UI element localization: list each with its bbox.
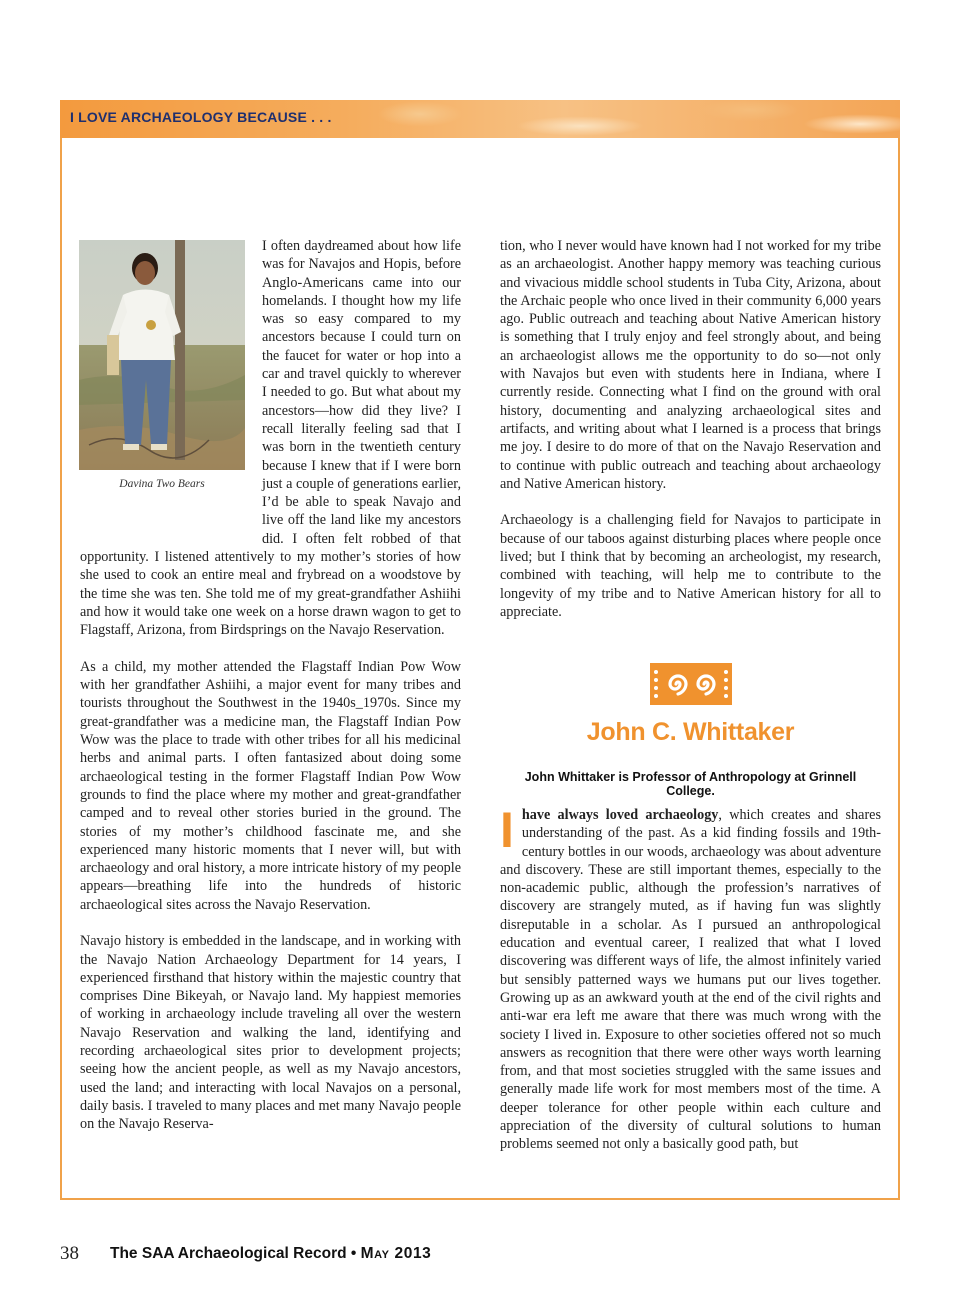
whittaker-body: , which creates and shares understanding of the past. As a kid finding fossils and 19th-century bottles in our woods, archaeology was about adventure and discovery. These are still important themes, especially to the non-academic public, although the profession’s narratives of discovery are strangely muted, as if having fun was slightly disreputable in a scholar. As I pursued an anthropological education and eventual career, I realized that what I loved discovering was different ways of life, the almost infinitely varied but sensibly patterned ways we humans put our lives together. Growing up as an awkward youth at the end of the civil rights and anti-war era left me aware that there was much wrong with the society I lived in. Exposure to other societies offered not so much answers as recognition that there were other ways worth learning from, and that most societies struggled with the same issues and generally made life work for most members most of the time. A deeper tolerance for other people within each culture and appreciation of the diversity of cultural solutions to human problems seemed not only a basically good path, but — [500, 807, 881, 1153]
author-bio: John Whittaker is Professor of Anthropology at Grinnell College. — [524, 770, 857, 798]
left-column — [80, 237, 461, 1152]
publication-name: The SAA Archaeological Record • — [110, 1245, 357, 1262]
section-title: I LOVE ARCHAEOLOGY BECAUSE . . . — [70, 109, 332, 125]
issue-date: May 2013 — [360, 1245, 432, 1262]
page-number: 38 — [60, 1243, 79, 1264]
left-paragraph-1: I often daydreamed about how life was for Navajos and Hopis, before Anglo-Americans came into our homelands. I thought how my life was so easy compared to my ancestors because I could turn on the faucet for water or hop into a car and travel quickly to wherever I needed to go. But what about my ancestors—how did they live? I recall literally feeling sad that I was born in the twentieth century because I knew that if I were born just a couple of generations earlier, I’d be able to speak Navajo and live off the land like my ancestors did. I often felt robbed of that opportunity. I listened attentively to my mother’s stories of how she used to cook an entire meal and frybread on a woodstove by the time she was ten. She told me of my great-grandfather Ashiihi and how it would take one week on a horse drawn wagon to get to Flagstaff, Arizona, from Birdsprings on the Navajo Reservation. — [80, 238, 461, 639]
section-banner — [60, 100, 900, 138]
publication-title — [110, 1245, 431, 1263]
whittaker-essay — [500, 802, 881, 1154]
lead-in: have always loved archaeology — [521, 807, 719, 823]
left-paragraph-3: Navajo history is embedded in the landscape, and in working with the Navajo Nation Archaeology Department for 14 years, I experienced firsthand that history within the majestic country that comprises Dine Bikeyah, or Navajo land. My happiest memories of working in archaeology include traveling all over the western Navajo Reservation and walking the land, identifying and recording archaeological sites prior to development projects; seeing how the ancient people, as well as my Navajo ancestors, used the land; and interacting with local Navajos on a personal, daily basis. I traveled to many places and met many Navajo people on the Navajo Reserva- — [80, 933, 461, 1133]
photo-float-spacer — [80, 237, 262, 534]
right-paragraph-1: tion, who I never would have known had I not worked for my tribe as an archaeologist. Another happy memory was teaching curious and vivacious middle school students in Tuba City, Arizona, about the Archaic people who once lived in their community 6,000 years ago. Public outreach and teaching about Native American history is something that I truly enjoy and feel strongly about, and being an archaeologist allows me the opportunity to do so—not only with Navajos but even with students here in Indiana, where I currently reside. Connecting what I find on the ground with oral history, documenting and analyzing archaeological sites and artifacts, and writing about what I learned is a process that brings me joy. I desire to do more of that on the Navajo Reservation and to continue with public outreach and teaching about archaeology and Native American history. — [500, 238, 881, 492]
right-column — [500, 237, 881, 640]
left-paragraph-2: As a child, my mother attended the Flagstaff Indian Pow Wow with her grandfather Ashiihi, a major event for many tribes and tourists throughout the Southwest in the 1940s_1970s. Since my great-grandfather was a medicine man, the Flagstaff Indian Pow Wow was the place to trade with other tribes for all his medicinal herbs and animal parts. I often fantasized about doing some archaeological testing in the former Flagstaff Indian Pow Wow grounds to find the place where my mother and great-grandfather camped and to reveal other stories buried in the ground. The stories of my mother’s childhood fascinate me, and she experienced many historic moments that I never will, but with archaeology and oral history, a more intricate history of my people appears—breathing life into the hundreds of historic archaeological sites across the Navajo Reservation. — [80, 658, 461, 913]
drop-cap: I — [500, 802, 514, 858]
right-paragraph-2: Archaeology is a challenging field for Navajos to participate in because of our taboos against disturbing places where people once lived; but I think that by becoming an archeologist, my research, combined with teaching, will help me to contribute to the longevity of my tribe and to Native American history for all to appreciate. — [500, 512, 881, 620]
photo-caption: Davina Two Bears — [119, 478, 205, 490]
spiral-ornament-icon — [650, 663, 732, 705]
page-footer — [60, 1243, 900, 1267]
author-name: John C. Whittaker — [586, 718, 795, 746]
